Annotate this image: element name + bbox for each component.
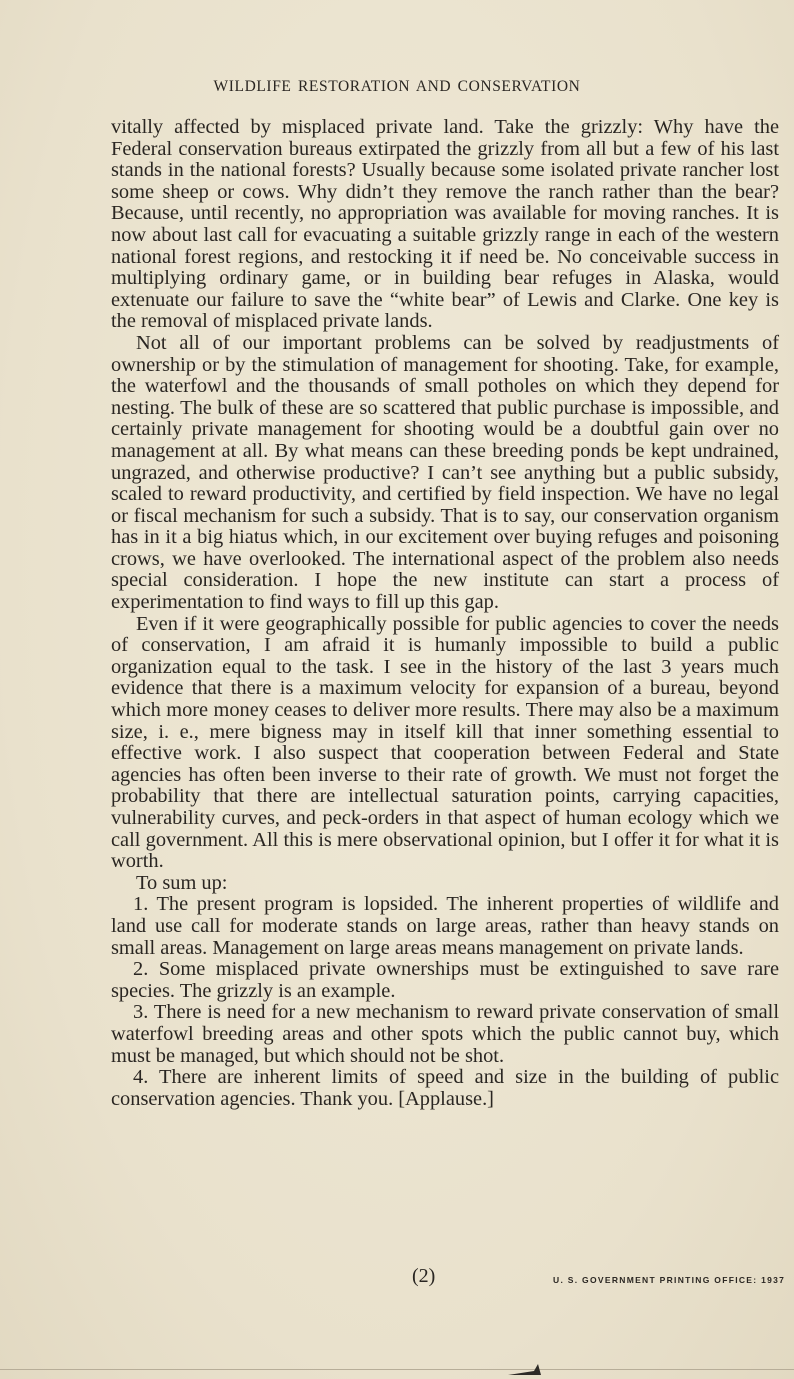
paragraph-grizzly: vitally affected by misplaced private land. Take the grizzly: Why have the Federal conservation bureaus extirpated the grizzly from all but a few of his last stands in the national forests? Usually because some isolated private rancher lost some sheep or cows. Why didn’t they remove the ranch rather than the bear? Because, until recently, no appropriation was available for moving ranches. It is now about last call for evacuating a suitable grizzly range in each of the western national forest regions, and restocking it if need be. No conceivable success in multiplying ordinary game, or in building bear refuges in Alaska, would extenuate our failure to save the “white bear” of Lewis and Clarke. One key is the removal of misplaced private lands. — [111, 116, 779, 333]
running-head: WILDLIFE RESTORATION AND CONSERVATION — [213, 78, 581, 95]
paragraph-public-organization: Even if it were geographically possible for public agencies to cover the needs of conservation, I am afraid it is humanly impossible to build a public organization equal to the task. I see in the history of the last 3 years much evidence that there is a maximum velocity for expansion of a bureau, beyond which more money ceases to deliver more results. There may also be a maximum size, i. e., mere bigness may in itself kill that inner something essential to effective work. I also suspect that cooperation between Federal and State agencies has often been inverse to their rate of growth. We must not forget the probability that there are intellectual saturation points, carrying capacities, vulnerability curves, and peck-orders in that aspect of human ecology which we call government. All this is mere observational opinion, but I offer it for what it is worth. — [111, 612, 779, 873]
summary-item-4: 4. There are inherent limits of speed and size in the building of public conservation agencies. Thank you. [Applause.] — [111, 1066, 779, 1110]
page-number: (2) — [412, 1265, 436, 1287]
summary-item-2: 2. Some misplaced private ownerships must be extinguished to save rare species. The grizzly is an example. — [111, 958, 779, 1002]
body-text — [111, 117, 779, 1110]
summary-item-3: 3. There is need for a new mechanism to reward private conservation of small waterfowl breeding areas and other spots which the public cannot buy, which must be managed, but which should not be shot. — [111, 1001, 779, 1067]
paragraph-waterfowl: Not all of our important problems can be solved by readjustments of ownership or by the stimulation of management for shooting. Take, for example, the waterfowl and the thousands of small potholes on which they depend for nesting. The bulk of these are so scattered that public purchase is impossible, and certainly private management for shooting would be a doubtful gain over no management at all. By what means can these breeding ponds be kept undrained, ungrazed, and otherwise productive? I can’t see anything but a public subsidy, scaled to reward productivity, and certified by field inspection. We have no legal or fiscal mechanism for such a subsidy. That is to say, our conservation organism has in it a big hiatus which, in our excitement over buying refuges and poisoning crows, we have overlooked. The international aspect of the problem also needs special consideration. I hope the new institute can start a process of experimentation to find ways to fill up this gap. — [111, 331, 779, 614]
summary-item-1: 1. The present program is lopsided. The inherent properties of wildlife and land use call for moderate stands on large areas, rather than heavy stands on small areas. Management on large areas means management on private lands. — [111, 893, 779, 959]
bottom-edge-line — [0, 1369, 794, 1370]
printer-imprint: U. S. GOVERNMENT PRINTING OFFICE: 1937 — [553, 1275, 786, 1285]
paragraph-sum-up-intro: To sum up: — [136, 871, 228, 894]
paper-mark-icon — [508, 1362, 542, 1376]
